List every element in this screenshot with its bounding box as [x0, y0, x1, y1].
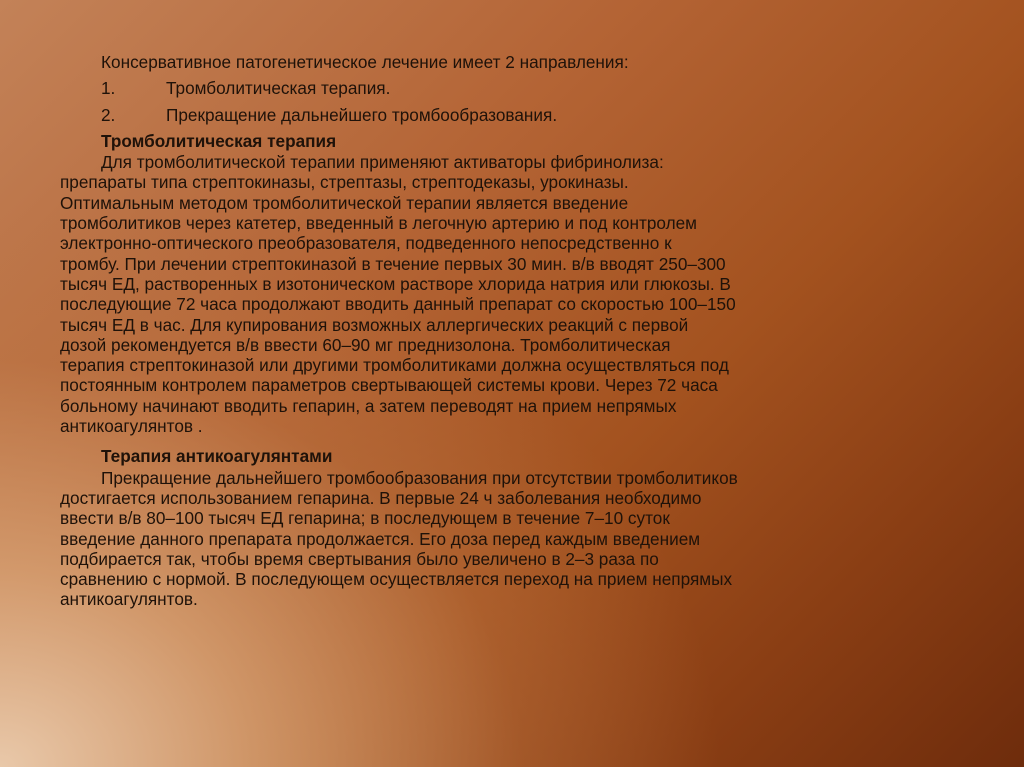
- section-heading-anticoagulant: Терапия антикоагулянтами: [101, 446, 333, 467]
- paragraph-line: последующие 72 часа продолжают вводить данный препарат со скоростью 100–150: [60, 294, 736, 315]
- list-text: Тромболитическая терапия.: [166, 78, 391, 99]
- paragraph-line: электронно-оптического преобразователя, подведенного непосредственно к: [60, 233, 672, 254]
- paragraph-line: препараты типа стрептокиназы, стрептазы, стрептодеказы, урокиназы.: [60, 172, 629, 193]
- paragraph-line: Для тромболитической терапии применяют активаторы фибринолиза:: [101, 152, 664, 173]
- paragraph-line: ввести в/в 80–100 тысяч ЕД гепарина; в последующем в течение 7–10 суток: [60, 508, 670, 529]
- list-item: [60, 78, 970, 98]
- paragraph-line: антикоагулянтов.: [60, 589, 198, 610]
- paragraph-line: сравнению с нормой. В последующем осуществляется переход на прием непрямых: [60, 569, 733, 590]
- paragraph-line: терапия стрептокиназой или другими тромболитиками должна осуществляться под: [60, 355, 729, 376]
- paragraph-line: подбирается так, чтобы время свертывания было увеличено в 2–3 раза по: [60, 548, 659, 569]
- paragraph-line: тысяч ЕД, растворенных в изотоническом растворе хлорида натрия или глюкозы. В: [60, 273, 731, 294]
- list-item: [60, 105, 970, 125]
- paragraph-line: постоянным контролем параметров свертывающей системы крови. Через 72 часа: [60, 375, 718, 396]
- paragraph-line: тысяч ЕД в час. Для купирования возможных аллергических реакций с первой: [60, 314, 689, 335]
- list-text: Прекращение дальнейшего тромбообразования.: [166, 104, 558, 125]
- paragraph-line: достигается использованием гепарина. В первые 24 ч заболевания необходимо: [60, 487, 702, 508]
- paragraph-line: тромболитиков через катетер, введенный в легочную артерию и под контролем: [60, 213, 697, 234]
- paragraph-line: дозой рекомендуется в/в ввести 60–90 мг преднизолона. Тромболитическая: [60, 334, 671, 355]
- paragraph-line: тромбу. При лечении стрептокиназой в течение первых 30 мин. в/в вводят 250–300: [60, 253, 726, 274]
- intro-text: Консервативное патогенетическое лечение имеет 2 направления:: [101, 52, 629, 72]
- list-number: 1.: [101, 78, 116, 99]
- paragraph-line: Прекращение дальнейшего тромбообразования при отсутствии тромболитиков: [101, 467, 738, 488]
- section-heading-thrombolytic: Тромболитическая терапия: [101, 130, 337, 151]
- list-number: 2.: [101, 104, 116, 125]
- slide-content: [60, 52, 970, 610]
- paragraph-anticoagulant: [60, 468, 970, 610]
- paragraph-line: больному начинают вводить гепарин, а затем переводят на прием непрямых: [60, 395, 677, 416]
- paragraph-line: Оптимальным методом тромболитической терапии является введение: [60, 192, 629, 213]
- paragraph-line: введение данного препарата продолжается. Его доза перед каждым введением: [60, 528, 701, 549]
- paragraph-thrombolytic: [60, 152, 970, 436]
- paragraph-line: антикоагулянтов .: [60, 416, 203, 437]
